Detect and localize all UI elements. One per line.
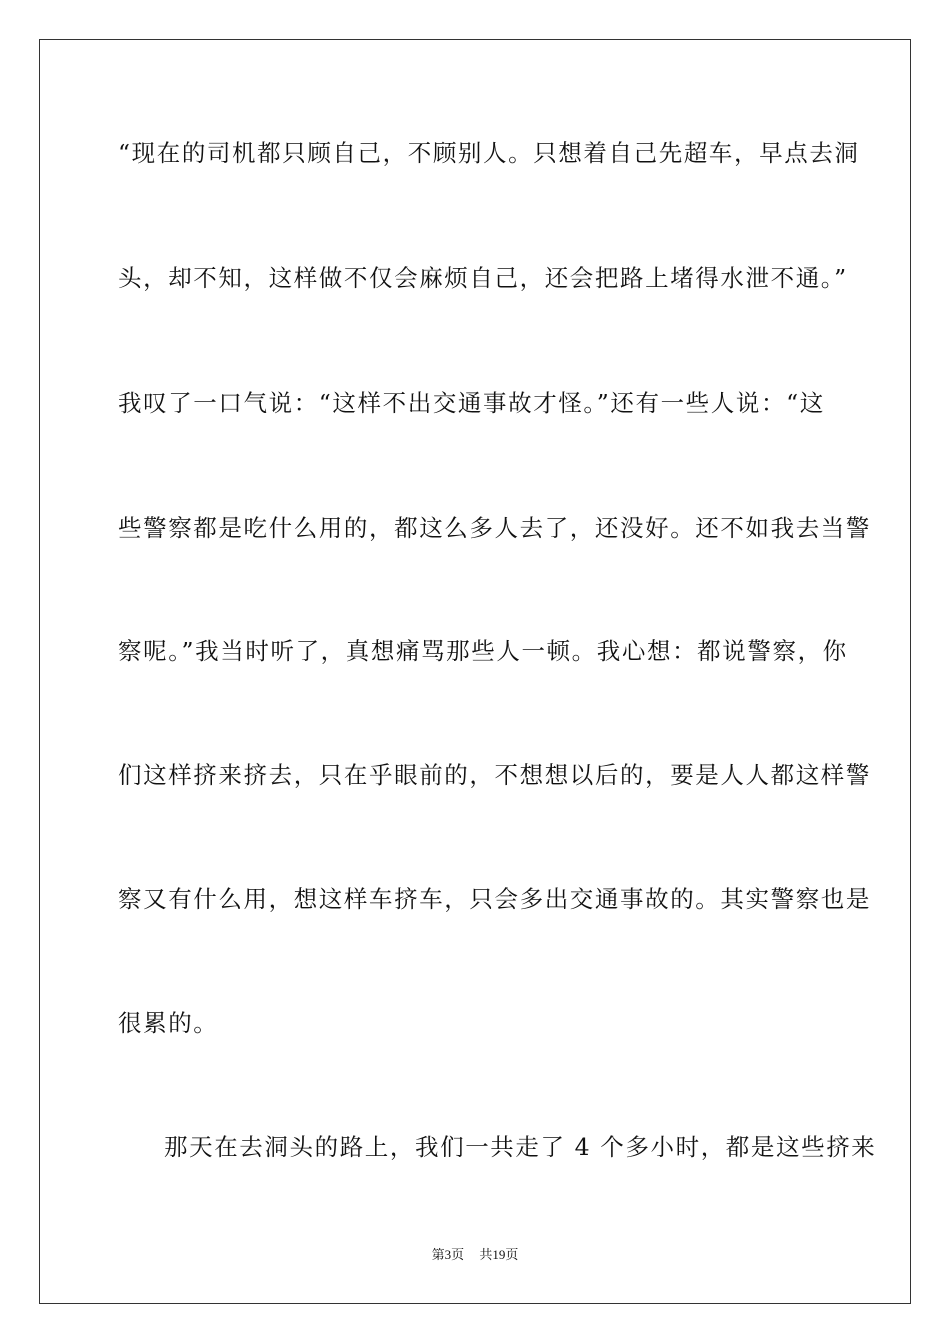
paragraph-line-1: “现在的司机都只顾自己，不顾别人。只想着自己先超车，早点去洞	[118, 139, 860, 167]
paragraph-line-9: 那天在去洞头的路上，我们一共走了 4 个多小时，都是这些挤来	[164, 1133, 877, 1161]
paragraph-line-4: 些警察都是吃什么用的，都这么多人去了，还没好。还不如我去当警	[118, 514, 871, 542]
page-footer	[0, 1246, 950, 1264]
page-number: 第3页	[431, 1247, 465, 1262]
paragraph-line-7: 察又有什么用，想这样车挤车，只会多出交通事故的。其实警察也是	[118, 885, 871, 913]
paragraph-line-5: 察呢。”我当时听了，真想痛骂那些人一顿。我心想：都说警察，你	[118, 637, 848, 665]
paragraph-line-8: 很累的。	[118, 1009, 219, 1037]
paragraph-line-3: 我叹了一口气说：“这样不出交通事故才怪。”还有一些人说：“这	[118, 389, 825, 417]
total-pages: 共19页	[479, 1247, 519, 1262]
paragraph-line-2: 头，却不知，这样做不仅会麻烦自己，还会把路上堵得水泄不通。”	[118, 264, 848, 292]
page-border	[39, 39, 911, 1304]
paragraph-line-6: 们这样挤来挤去，只在乎眼前的，不想想以后的，要是人人都这样警	[118, 761, 871, 789]
